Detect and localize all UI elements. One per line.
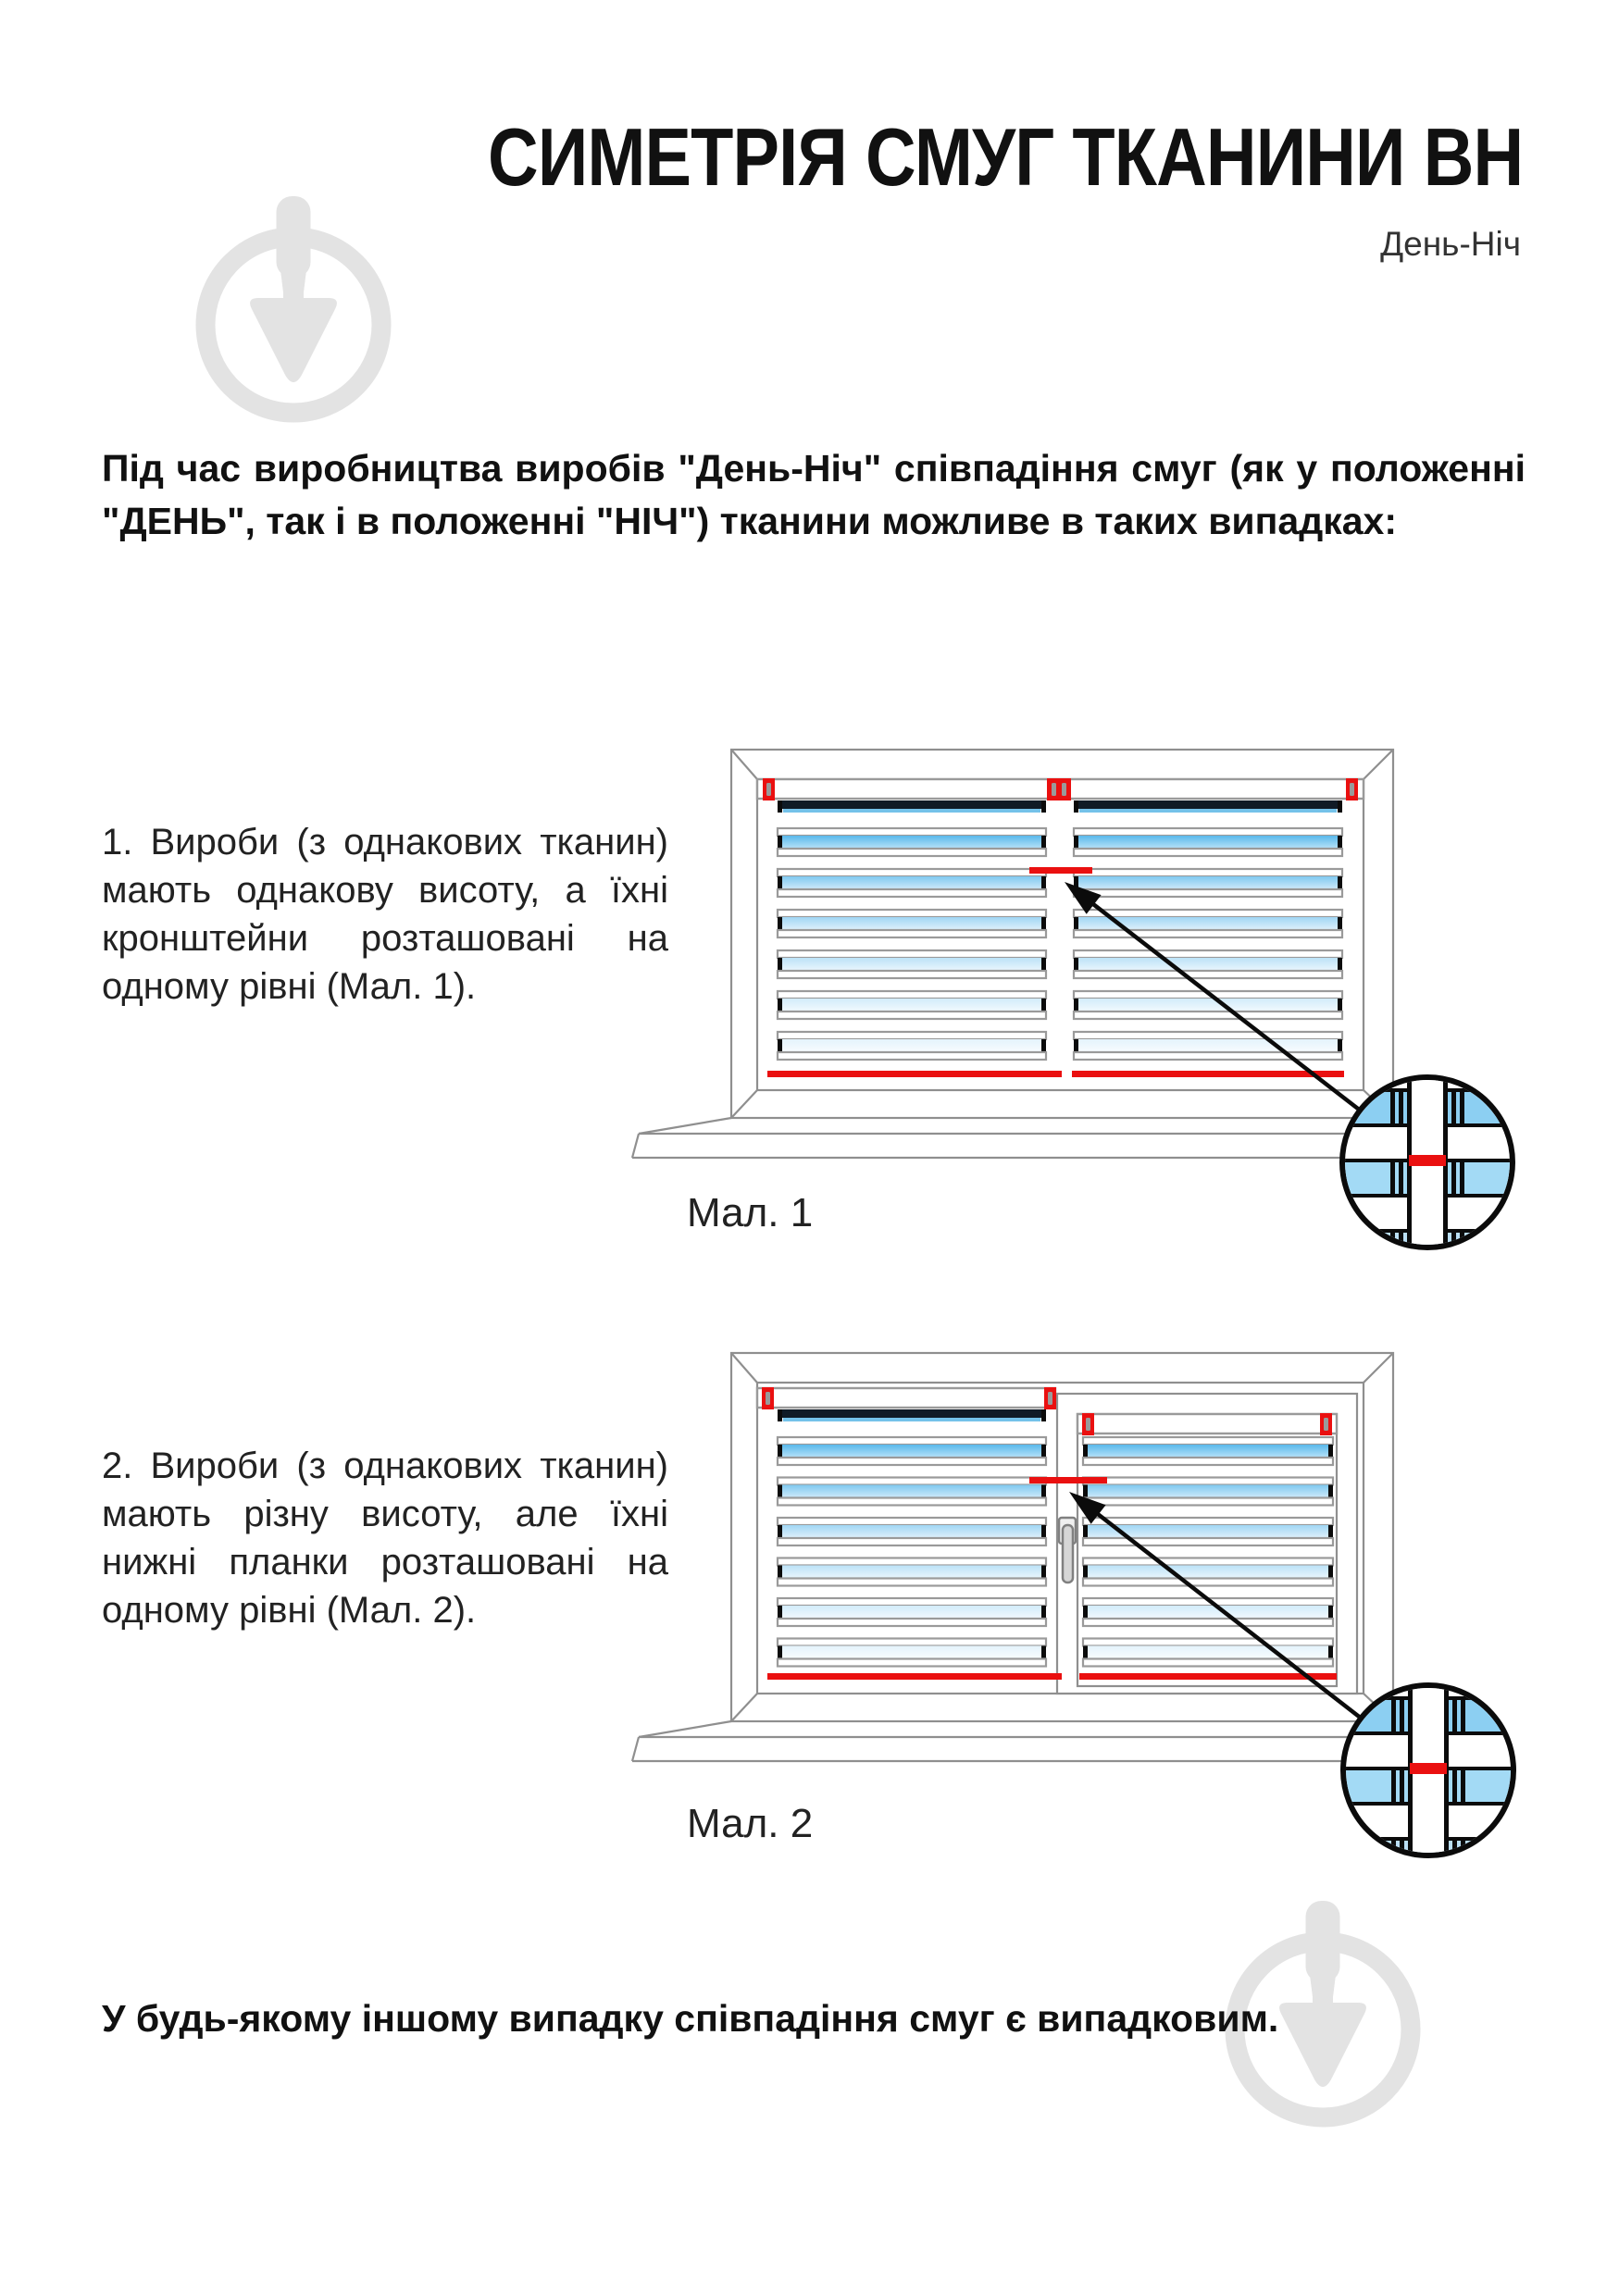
intro-paragraph: Під час виробництва виробів "День-Ніч" співпадіння смуг (як у положенні "ДЕНЬ", так і в положенні "НІЧ") тканини можливе в таких випадках:: [102, 447, 1526, 542]
page-subtitle: День-Ніч: [1380, 225, 1521, 263]
sash-top-rail: [1077, 1414, 1337, 1433]
case-1-text: 1. Вироби (з однакових тканин) мають однакову висоту, а їхні кронштейни розташовані на одному рівні (Мал. 1).: [102, 822, 668, 1007]
figure-1-window-diagram: [629, 717, 1537, 1263]
brand-watermark-trowel-icon: [192, 196, 395, 432]
zoom-detail-circle: [1343, 1685, 1513, 1876]
figure-2-window-diagram: [629, 1333, 1537, 1879]
case-2-text: 2. Вироби (з однакових тканин) мають різну висоту, але їхні нижні планки розташовані на одному рівні (Мал. 2).: [102, 1446, 668, 1631]
bottom-bar: [1079, 1673, 1337, 1680]
bottom-bar: [767, 1071, 1062, 1077]
figure-1-caption: Мал. 1: [687, 1190, 814, 1235]
top-rail: [757, 1388, 1055, 1408]
zoom-detail-circle: [1342, 1077, 1513, 1263]
window-sill: [632, 1118, 1409, 1158]
figure-2-caption: Мал. 2: [687, 1801, 814, 1846]
footer-note: У будь-якому іншому випадку співпадіння смуг є випадковим.: [102, 1997, 1279, 2040]
bottom-bar: [1072, 1071, 1344, 1077]
alignment-mark: [1029, 1477, 1107, 1483]
page-title: СИМЕТРІЯ СМУГ ТКАНИНИ ВН: [487, 111, 1523, 203]
window-sill: [632, 1721, 1409, 1761]
alignment-mark: [1029, 867, 1092, 874]
bottom-bar: [767, 1673, 1062, 1680]
